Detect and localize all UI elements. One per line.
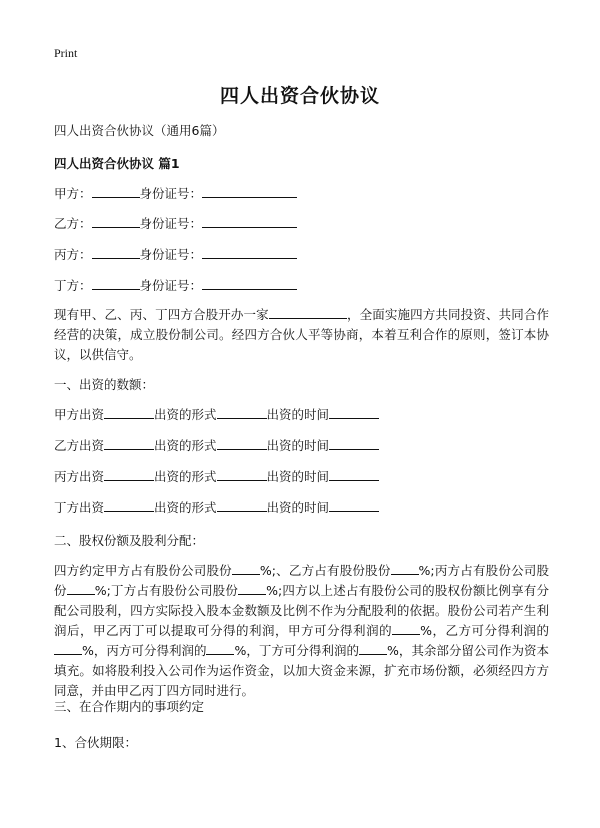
intro-paragraph <box>54 305 549 365</box>
shares-text: 四方约定甲方占有股份公司股份 <box>54 563 232 578</box>
blank-field <box>202 214 297 228</box>
shares-text: %，丁方可分得利润的 <box>234 643 359 658</box>
party-label: 乙方： <box>54 216 92 231</box>
contribution-row <box>54 498 379 516</box>
id-label: 身份证号： <box>139 247 203 262</box>
form-label: 出资的形式 <box>154 469 217 484</box>
blank-field <box>269 305 347 319</box>
blank-field <box>329 405 379 419</box>
contribution-row <box>54 467 379 485</box>
shares-paragraph <box>54 561 549 701</box>
intro-text: ，全面实施四方共同投资、共同合作经营的决策，成立股份制公司。经四方合伙人平等协商，本着互利合作的原则，签订本协议，以供信守。 <box>54 307 549 362</box>
form-label: 出资的形式 <box>154 407 217 422</box>
blank-field <box>104 405 154 419</box>
shares-text: %，乙方可分得利润的 <box>420 623 549 638</box>
blank-field <box>104 436 154 450</box>
time-label: 出资的时间 <box>266 500 330 515</box>
contribution-row <box>54 405 379 423</box>
party-row <box>54 276 297 294</box>
blank-field <box>217 436 267 450</box>
blank-field <box>392 621 420 635</box>
document-subtitle: 四人出资合伙协议（通用6篇） <box>54 123 225 138</box>
contribution-label: 乙方出资 <box>54 438 105 453</box>
shares-text: %;四方以上述占有股份公司的股权份额比例享有分配公司股利，四方实际投入股本金数额及比例不作为分配股利的依据。股份公司若产生利润后，甲乙丙丁可以提取可分得的利润，甲方可分得利润的 <box>54 583 549 638</box>
party-label: 甲方： <box>54 186 92 201</box>
contribution-row <box>54 436 379 454</box>
blank-field <box>329 498 379 512</box>
contribution-label: 丁方出资 <box>54 500 105 515</box>
shares-text: %;、乙方占有股份股份 <box>259 563 391 578</box>
blank-field <box>104 467 154 481</box>
contribution-label: 甲方出资 <box>54 407 105 422</box>
blank-field <box>206 641 234 655</box>
blank-field <box>67 581 95 595</box>
blank-field <box>217 467 267 481</box>
form-label: 出资的形式 <box>154 438 217 453</box>
heading-shares: 二、股权份额及股利分配： <box>54 533 205 548</box>
blank-field <box>329 436 379 450</box>
party-row <box>54 245 297 263</box>
document-title: 四人出资合伙协议 <box>219 85 380 107</box>
shares-text: %;丁方占有股份公司股份 <box>94 583 239 598</box>
shares-text: %，丙方可分得利润的 <box>82 643 207 658</box>
id-label: 身份证号： <box>139 216 203 231</box>
blank-field <box>202 184 297 198</box>
blank-field <box>92 276 140 290</box>
blank-field <box>202 276 297 290</box>
blank-field <box>238 581 266 595</box>
blank-field <box>217 405 267 419</box>
heading-matters: 三、在合作期内的事项约定 <box>54 699 205 714</box>
time-label: 出资的时间 <box>266 469 330 484</box>
party-row <box>54 184 297 202</box>
time-label: 出资的时间 <box>266 407 330 422</box>
print-label[interactable]: Print <box>54 46 78 60</box>
shares-text: %;丙方占有股份公司股份 <box>54 563 549 598</box>
id-label: 身份证号： <box>139 186 203 201</box>
blank-field <box>92 245 140 259</box>
blank-field <box>202 245 297 259</box>
blank-field <box>104 498 154 512</box>
shares-text: %，其余部分留公司作为资本填充。如将股利投入公司作为运作资金，以加大资金来源，扩充市场份额，必须经四方方同意，并由甲乙丙丁四方同时进行。 <box>54 643 549 698</box>
blank-field <box>92 214 140 228</box>
section-title: 四人出资合伙协议 篇1 <box>54 156 180 171</box>
form-label: 出资的形式 <box>154 500 217 515</box>
party-label: 丙方： <box>54 247 92 262</box>
blank-field <box>329 467 379 481</box>
blank-field <box>54 641 82 655</box>
heading-contribution: 一、出资的数额： <box>54 377 155 392</box>
blank-field <box>359 641 387 655</box>
intro-text: 现有甲、乙、丙、丁四方合股开办一家 <box>54 307 269 322</box>
contribution-label: 丙方出资 <box>54 469 105 484</box>
blank-field <box>92 184 140 198</box>
id-label: 身份证号： <box>139 278 203 293</box>
blank-field <box>217 498 267 512</box>
blank-field <box>391 561 419 575</box>
party-row <box>54 214 297 232</box>
party-label: 丁方： <box>54 278 92 293</box>
item-term: 1、合伙期限： <box>54 735 137 750</box>
blank-field <box>232 561 260 575</box>
time-label: 出资的时间 <box>266 438 330 453</box>
